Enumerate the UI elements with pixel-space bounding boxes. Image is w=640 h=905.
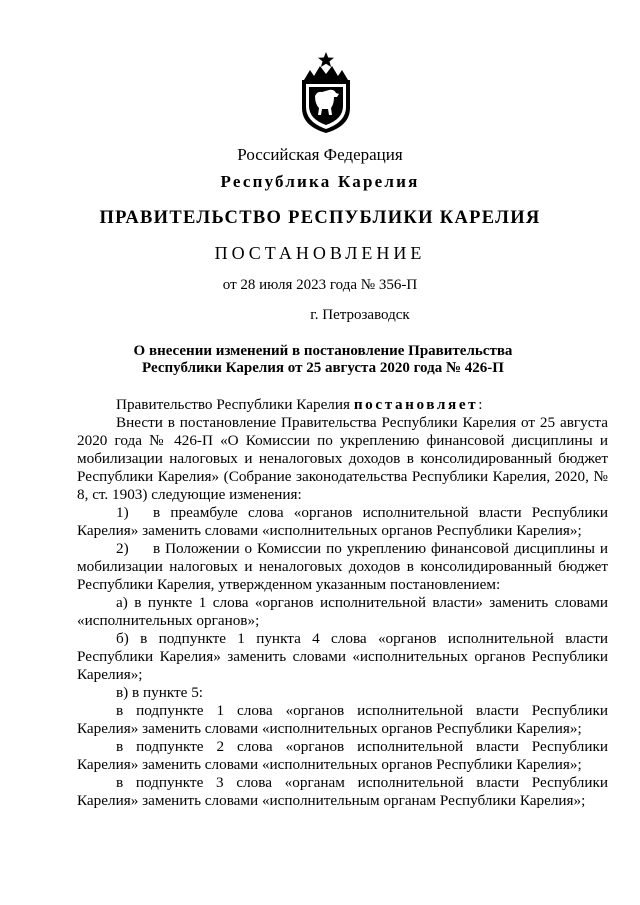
document-title-line-1: О внесении изменений в постановление Правительства [133,343,513,359]
item-1-paragraph [77,504,608,540]
item-b-paragraph: б) в подпункте 1 пункта 4 слова «органов исполнительной власти Республики Карелия» заменить словами «исполнительных органов Республики Карелия»; [77,630,608,683]
karelia-coat-of-arms-icon [298,52,354,134]
decree-date: от 28 июля 2023 года № 356-П [222,277,418,293]
subitem-3-paragraph: в подпункте 3 слова «органам исполнительной власти Республики Карелия» заменить словами «исполнительным органам Республики Карелия»; [77,774,608,809]
item-2-label: 2) [116,540,129,557]
federation-name: Российская Федерация [237,145,403,164]
item-1-label: 1) [116,504,129,521]
decree-type: ПОСТАНОВЛЕНИЕ [214,243,426,263]
item-2-paragraph [77,540,608,594]
republic-name: Республика Карелия [220,172,420,191]
intro-prefix: Правительство Республики Карелия [116,396,354,413]
item-v-paragraph: в) в пункте 5: [116,684,204,701]
intro-paragraph [77,396,608,414]
item-a-paragraph: а) в пункте 1 слова «органов исполнительной власти» заменить словами «исполнительных органов»; [77,594,608,629]
government-name: ПРАВИТЕЛЬСТВО РЕСПУБЛИКИ КАРЕЛИЯ [99,208,541,228]
item-2-text: в Положении о Комиссии по укреплению финансовой дисциплины и мобилизации налоговых и неналоговых доходов в консолидированный бюджет Республики Карелия, утвержденном указанным постановлением: [77,540,608,593]
item-1-text: в преамбуле слова «органов исполнительной власти Республики Карелия» заменить словами «исполнительных органов Республики Карелия»; [77,504,608,539]
intro-resolves: постановляет [353,396,479,413]
document-title-line-2: Республики Карелия от 25 августа 2020 года № 426-П [142,360,504,376]
document-body [77,396,608,810]
main-paragraph: Внести в постановление Правительства Республики Карелия от 25 августа 2020 года № 426-П «О Комиссии по укреплению финансовой дисциплины и мобилизации налоговых и неналоговых доходов в консолидированный бюджет Республики Карелия» (Собрание законодательства Республики Карелия, 2020, № 8, ст. 1903) следующие изменения: [77,414,608,503]
document-title [3,343,640,377]
subitem-1-paragraph: в подпункте 1 слова «органов исполнительной власти Республики Карелия» заменить словами «исполнительных органов Республики Карелия»; [77,702,608,737]
city-name: г. Петрозаводск [310,307,410,323]
subitem-2-paragraph: в подпункте 2 слова «органов исполнительной власти Республики Карелия» заменить словами «исполнительных органов Республики Карелия»; [77,738,608,773]
intro-suffix: : [478,396,483,413]
